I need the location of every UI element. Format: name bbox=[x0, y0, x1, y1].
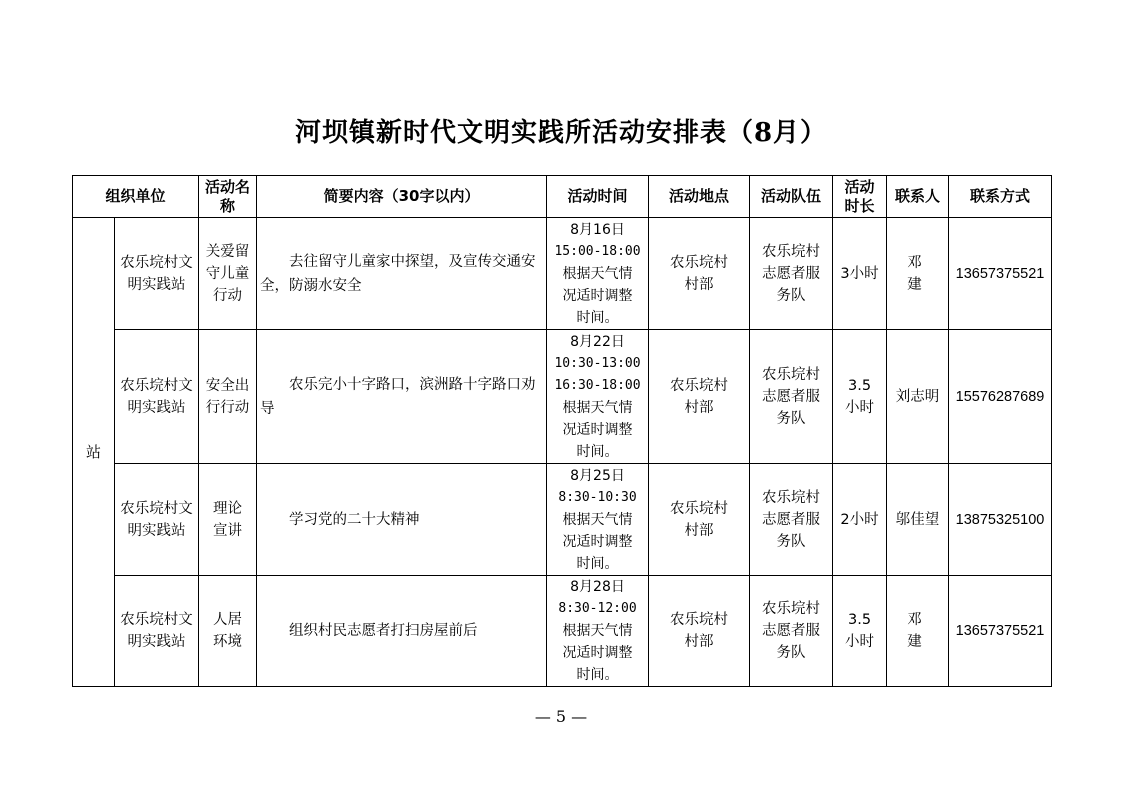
time-note: 根据天气情况适时调整时间。 bbox=[562, 511, 633, 572]
summary-cell: 学习党的二十大精神 bbox=[257, 464, 547, 576]
duration-cell: 2小时 bbox=[833, 464, 887, 576]
location-cell: 农乐垸村村部 bbox=[649, 464, 750, 576]
duration-cell: 3小时 bbox=[833, 218, 887, 330]
location-cell: 农乐垸村村部 bbox=[649, 330, 750, 464]
time-note: 根据天气情况适时调整时间。 bbox=[562, 265, 633, 326]
time-date: 8月22日 bbox=[570, 333, 625, 350]
org-cell: 农乐垸村文明实践站 bbox=[115, 218, 199, 330]
duration-cell: 3.5小时 bbox=[833, 330, 887, 464]
team-cell: 农乐垸村志愿者服务队 bbox=[750, 576, 833, 687]
activity-schedule-table bbox=[72, 175, 1052, 687]
time-date: 8月25日 bbox=[570, 467, 625, 484]
header-team: 活动队伍 bbox=[750, 176, 833, 218]
header-contact: 联系人 bbox=[887, 176, 949, 218]
activity-cell: 人居环境 bbox=[199, 576, 257, 687]
org-cell: 农乐垸村文明实践站 bbox=[115, 576, 199, 687]
time-cell bbox=[547, 218, 649, 330]
time-cell bbox=[547, 330, 649, 464]
time-date: 8月28日 bbox=[570, 579, 625, 595]
header-org-unit: 组织单位 bbox=[73, 176, 199, 218]
phone-cell: 15576287689 bbox=[949, 330, 1052, 464]
time-date: 8月16日 bbox=[570, 221, 625, 238]
table-row bbox=[73, 218, 1052, 330]
contact-cell: 刘志明 bbox=[887, 330, 949, 464]
contact-cell: 邬佳望 bbox=[887, 464, 949, 576]
time-cell bbox=[547, 464, 649, 576]
table-row bbox=[73, 576, 1052, 687]
phone-cell: 13657375521 bbox=[949, 218, 1052, 330]
table-row bbox=[73, 464, 1052, 576]
team-cell: 农乐垸村志愿者服务队 bbox=[750, 218, 833, 330]
team-cell: 农乐垸村志愿者服务队 bbox=[750, 330, 833, 464]
header-time: 活动时间 bbox=[547, 176, 649, 218]
location-cell: 农乐垸村村部 bbox=[649, 576, 750, 687]
summary-cell: 去往留守儿童家中探望，及宣传交通安全，防溺水安全 bbox=[257, 218, 547, 330]
time-range: 15:00-18:00 bbox=[554, 243, 641, 259]
time-range-second: 16:30-18:00 bbox=[554, 377, 641, 393]
phone-cell: 13875325100 bbox=[949, 464, 1052, 576]
activity-cell: 安全出行行动 bbox=[199, 330, 257, 464]
location-cell: 农乐垸村村部 bbox=[649, 218, 750, 330]
table-row bbox=[73, 330, 1052, 464]
contact-cell: 邓建 bbox=[887, 576, 949, 687]
header-summary: 简要内容（30字以内） bbox=[257, 176, 547, 218]
team-cell: 农乐垸村志愿者服务队 bbox=[750, 464, 833, 576]
phone-cell: 13657375521 bbox=[949, 576, 1052, 687]
time-range: 8:30-12:00 bbox=[558, 601, 637, 616]
contact-cell: 邓建 bbox=[887, 218, 949, 330]
page-number: — 5 — bbox=[534, 707, 588, 726]
time-range: 8:30-10:30 bbox=[558, 489, 637, 505]
header-location: 活动地点 bbox=[649, 176, 750, 218]
time-cell bbox=[547, 576, 649, 687]
org-cell: 农乐垸村文明实践站 bbox=[115, 464, 199, 576]
summary-cell: 农乐完小十字路口，滨洲路十字路口劝导 bbox=[257, 330, 547, 464]
time-note: 根据天气情况适时调整时间。 bbox=[562, 623, 633, 683]
document-title: 河坝镇新时代文明实践所活动安排表（8月） bbox=[294, 118, 828, 148]
org-cell: 农乐垸村文明实践站 bbox=[115, 330, 199, 464]
activity-cell: 关爱留守儿童行动 bbox=[199, 218, 257, 330]
duration-cell: 3.5小时 bbox=[833, 576, 887, 687]
time-range: 10:30-13:00 bbox=[554, 355, 641, 371]
station-label: 站 bbox=[73, 218, 115, 687]
summary-cell: 组织村民志愿者打扫房屋前后 bbox=[257, 576, 547, 687]
header-duration: 活动时长 bbox=[833, 176, 887, 218]
header-phone: 联系方式 bbox=[949, 176, 1052, 218]
table-header-row bbox=[73, 176, 1052, 218]
activity-cell: 理论宣讲 bbox=[199, 464, 257, 576]
header-activity-name: 活动名称 bbox=[199, 176, 257, 218]
time-note: 根据天气情况适时调整时间。 bbox=[562, 399, 633, 460]
